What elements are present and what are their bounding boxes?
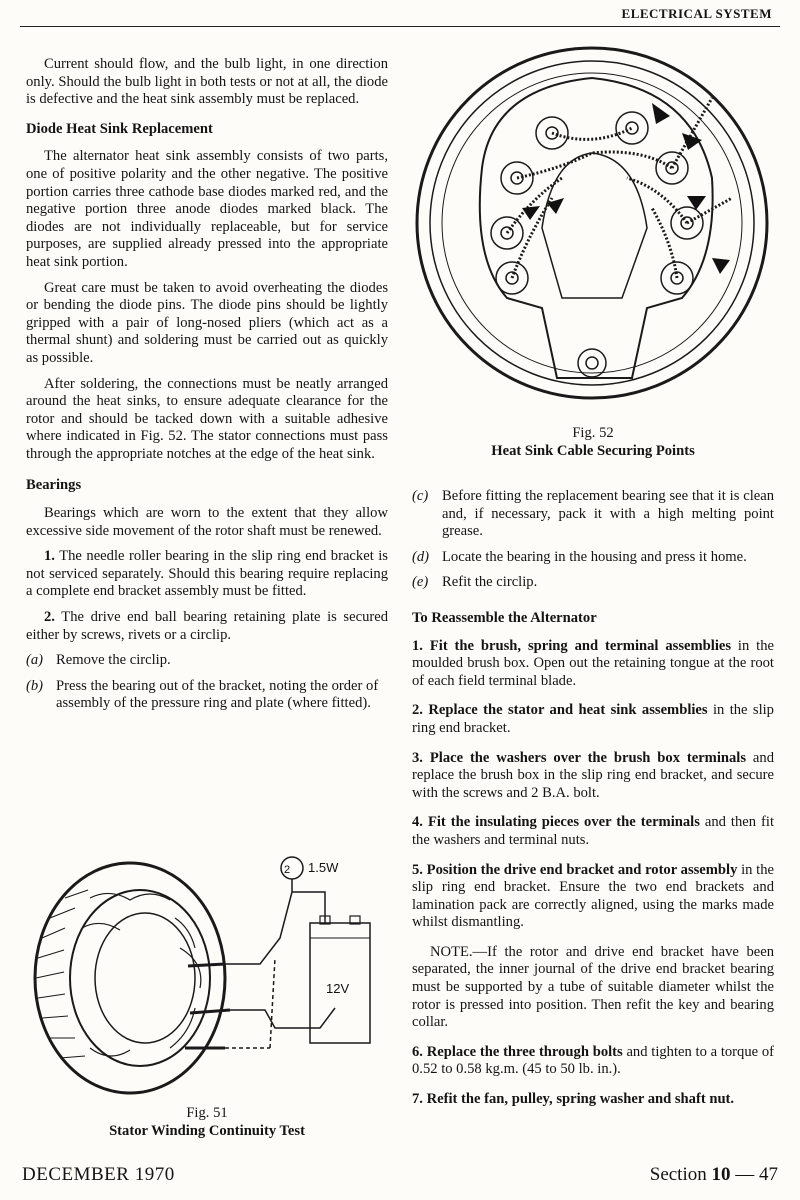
stator-test-illustration bbox=[20, 838, 400, 1098]
bulb-rating: 1.5W bbox=[308, 860, 339, 875]
reassemble-step-3 bbox=[412, 750, 774, 803]
sub-item-e-label: (e) bbox=[412, 574, 429, 591]
step-4-bold: Fit the insulating pieces over the terminals bbox=[427, 814, 700, 831]
bearing-item-1 bbox=[26, 548, 388, 601]
heat-sink-para-1: The alternator heat sink assembly consists of two parts, one of positive polarity and the other negative. The positive portion carries three cathode base diodes marked red, and the negative portion three anode diodes marked black. The diodes are not individually replaceable, but for service purposes, are supplied already pressed into the appropriate heat sink portion. bbox=[26, 148, 388, 270]
fig51-caption: Stator Winding Continuity Test bbox=[109, 1123, 305, 1139]
bearing-item-1-text: The needle roller bearing in the slip ring end bracket is not serviced separately. Should this bearing require replacing a complete end bracket assembly must be fitted. bbox=[26, 548, 388, 600]
bearings-heading: Bearings bbox=[26, 477, 82, 494]
step-4-number: 4. bbox=[412, 814, 423, 831]
fig52-caption-block bbox=[412, 424, 774, 460]
heat-sink-illustration bbox=[412, 28, 774, 428]
step-2-number: 2. bbox=[412, 702, 423, 719]
footer-page-suffix: — 47 bbox=[730, 1164, 778, 1185]
heat-sink-heading: Diode Heat Sink Replacement bbox=[26, 120, 213, 137]
reassemble-step-6 bbox=[412, 1044, 774, 1079]
step-5-text: in the slip ring end bracket. Ensure the two end brackets and lamination pack are correctly aligned, using the marks made whilst dismantling. bbox=[412, 861, 774, 931]
reassemble-step-2 bbox=[412, 702, 774, 737]
step-6-number: 6. bbox=[412, 1043, 423, 1060]
reassemble-step-1 bbox=[412, 638, 774, 691]
sub-item-c-text: Before fitting the replacement bearing see that it is clean and, if necessary, pack it with a high melting point grease. bbox=[442, 488, 774, 540]
step-7-bold: Refit the fan, pulley, spring washer and shaft nut. bbox=[426, 1091, 735, 1108]
bearing-item-2-number: 2. bbox=[44, 609, 55, 626]
fig51-stator-diagram bbox=[20, 838, 400, 1098]
reassemble-heading: To Reassemble the Alternator bbox=[412, 609, 597, 626]
step-3-bold: Place the washers over the brush box terminals bbox=[429, 749, 747, 766]
running-header: ELECTRICAL SYSTEM bbox=[621, 6, 772, 21]
heat-sink-para-2: Great care must be taken to avoid overheating the diodes or bending the diode pins. The diode pins should be lightly gripped with a pair of long-nosed pliers (which act as a thermal shunt) and soldering must be carried out as quickly as possible. bbox=[26, 279, 388, 366]
step-2-bold: Replace the stator and heat sink assemblies bbox=[428, 702, 708, 719]
bearing-item-1-number: 1. bbox=[44, 548, 55, 565]
step-2-text: in the slip ring end bracket. bbox=[412, 702, 774, 736]
reassemble-step-7 bbox=[412, 1091, 774, 1109]
step-3-text: and replace the brush box in the slip ring end bracket, and secure with the screws and 2 B.A. bolt. bbox=[412, 749, 774, 801]
fig52-heat-sink-diagram bbox=[412, 28, 774, 428]
fig52-caption: Heat Sink Cable Securing Points bbox=[491, 443, 695, 459]
step-1-text: in the moulded brush box. Open out the retaining tongue at the root of each field terminal blade. bbox=[412, 637, 774, 689]
sub-item-e-text: Refit the circlip. bbox=[442, 574, 538, 591]
reassemble-step-5 bbox=[412, 862, 774, 932]
reassemble-step-4 bbox=[412, 814, 774, 849]
step-1-bold: Fit the brush, spring and terminal assemblies bbox=[429, 637, 732, 654]
fig51-label: Fig. 51 bbox=[186, 1105, 228, 1121]
bearing-item-2 bbox=[26, 609, 388, 644]
step-6-text: and tighten to a torque of 0.52 to 0.58 kg.m. (45 to 50 lb. in.). bbox=[412, 1043, 775, 1078]
sub-item-b-label: (b) bbox=[26, 677, 44, 694]
step-1-number: 1. bbox=[412, 637, 423, 654]
right-column bbox=[412, 488, 774, 1109]
sub-item-c-label: (c) bbox=[412, 488, 429, 504]
sub-item-a-text: Remove the circlip. bbox=[56, 652, 171, 669]
sub-item-a-label: (a) bbox=[26, 652, 44, 669]
fig52-label: Fig. 52 bbox=[572, 425, 614, 441]
sub-item-d bbox=[412, 549, 774, 567]
sub-item-d-label: (d) bbox=[412, 548, 430, 565]
sub-item-b-text: Press the bearing out of the bracket, noting the order of assembly of the pressure ring and plate (where fitted). bbox=[56, 677, 379, 712]
sub-item-e bbox=[412, 574, 774, 592]
sub-item-b bbox=[26, 678, 388, 713]
sub-item-a bbox=[26, 652, 388, 670]
left-column bbox=[26, 56, 388, 721]
step-3-number: 3. bbox=[412, 749, 423, 766]
step-5-number: 5. bbox=[412, 861, 423, 878]
step-7-number: 7. bbox=[412, 1091, 423, 1108]
footer-section-number: 10 bbox=[711, 1164, 731, 1185]
footer-section-prefix: Section bbox=[649, 1164, 712, 1185]
step-5-bold: Position the drive end bracket and rotor assembly bbox=[426, 861, 738, 878]
sub-item-d-text: Locate the bearing in the housing and press it home. bbox=[442, 548, 747, 565]
reassemble-note: NOTE.—If the rotor and drive end bracket have been separated, the inner journal of the drive end bracket bearing must be supported by a tube of suitable diameter whilst the rotor is pressed into position. Then refit the key and bearing collar. bbox=[412, 943, 774, 1031]
battery-label: 12V bbox=[326, 981, 350, 996]
bulb-number: 2 bbox=[284, 864, 291, 876]
fig51-caption-block bbox=[26, 1104, 388, 1140]
footer-date: DECEMBER 1970 bbox=[22, 1164, 175, 1185]
step-4-text: and then fit the washers and terminal nuts. bbox=[412, 814, 774, 848]
footer-page bbox=[650, 1164, 778, 1186]
bearings-intro: Bearings which are worn to the extent that they allow excessive side movement of the rotor shaft must be renewed. bbox=[26, 505, 388, 539]
heat-sink-para-3: After soldering, the connections must be neatly arranged around the heat sinks, to ensure adequate clearance for the rotor and should be tacked down with a suitable adhesive where indicated in Fig. 52. The stator connections must pass through the appropriate notches at the edge of the heat sink. bbox=[26, 375, 388, 462]
step-6-bold: Replace the three through bolts bbox=[426, 1043, 623, 1060]
intro-paragraph: Current should flow, and the bulb light, in one direction only. Should the bulb light in both tests or not at all, the diode is defective and the heat sink assembly must be replaced. bbox=[26, 56, 388, 108]
sub-item-c bbox=[412, 488, 774, 541]
bearing-item-2-text: The drive end ball bearing retaining plate is secured either by screws, rivets or a circlip. bbox=[26, 609, 388, 643]
header-rule bbox=[20, 26, 780, 27]
